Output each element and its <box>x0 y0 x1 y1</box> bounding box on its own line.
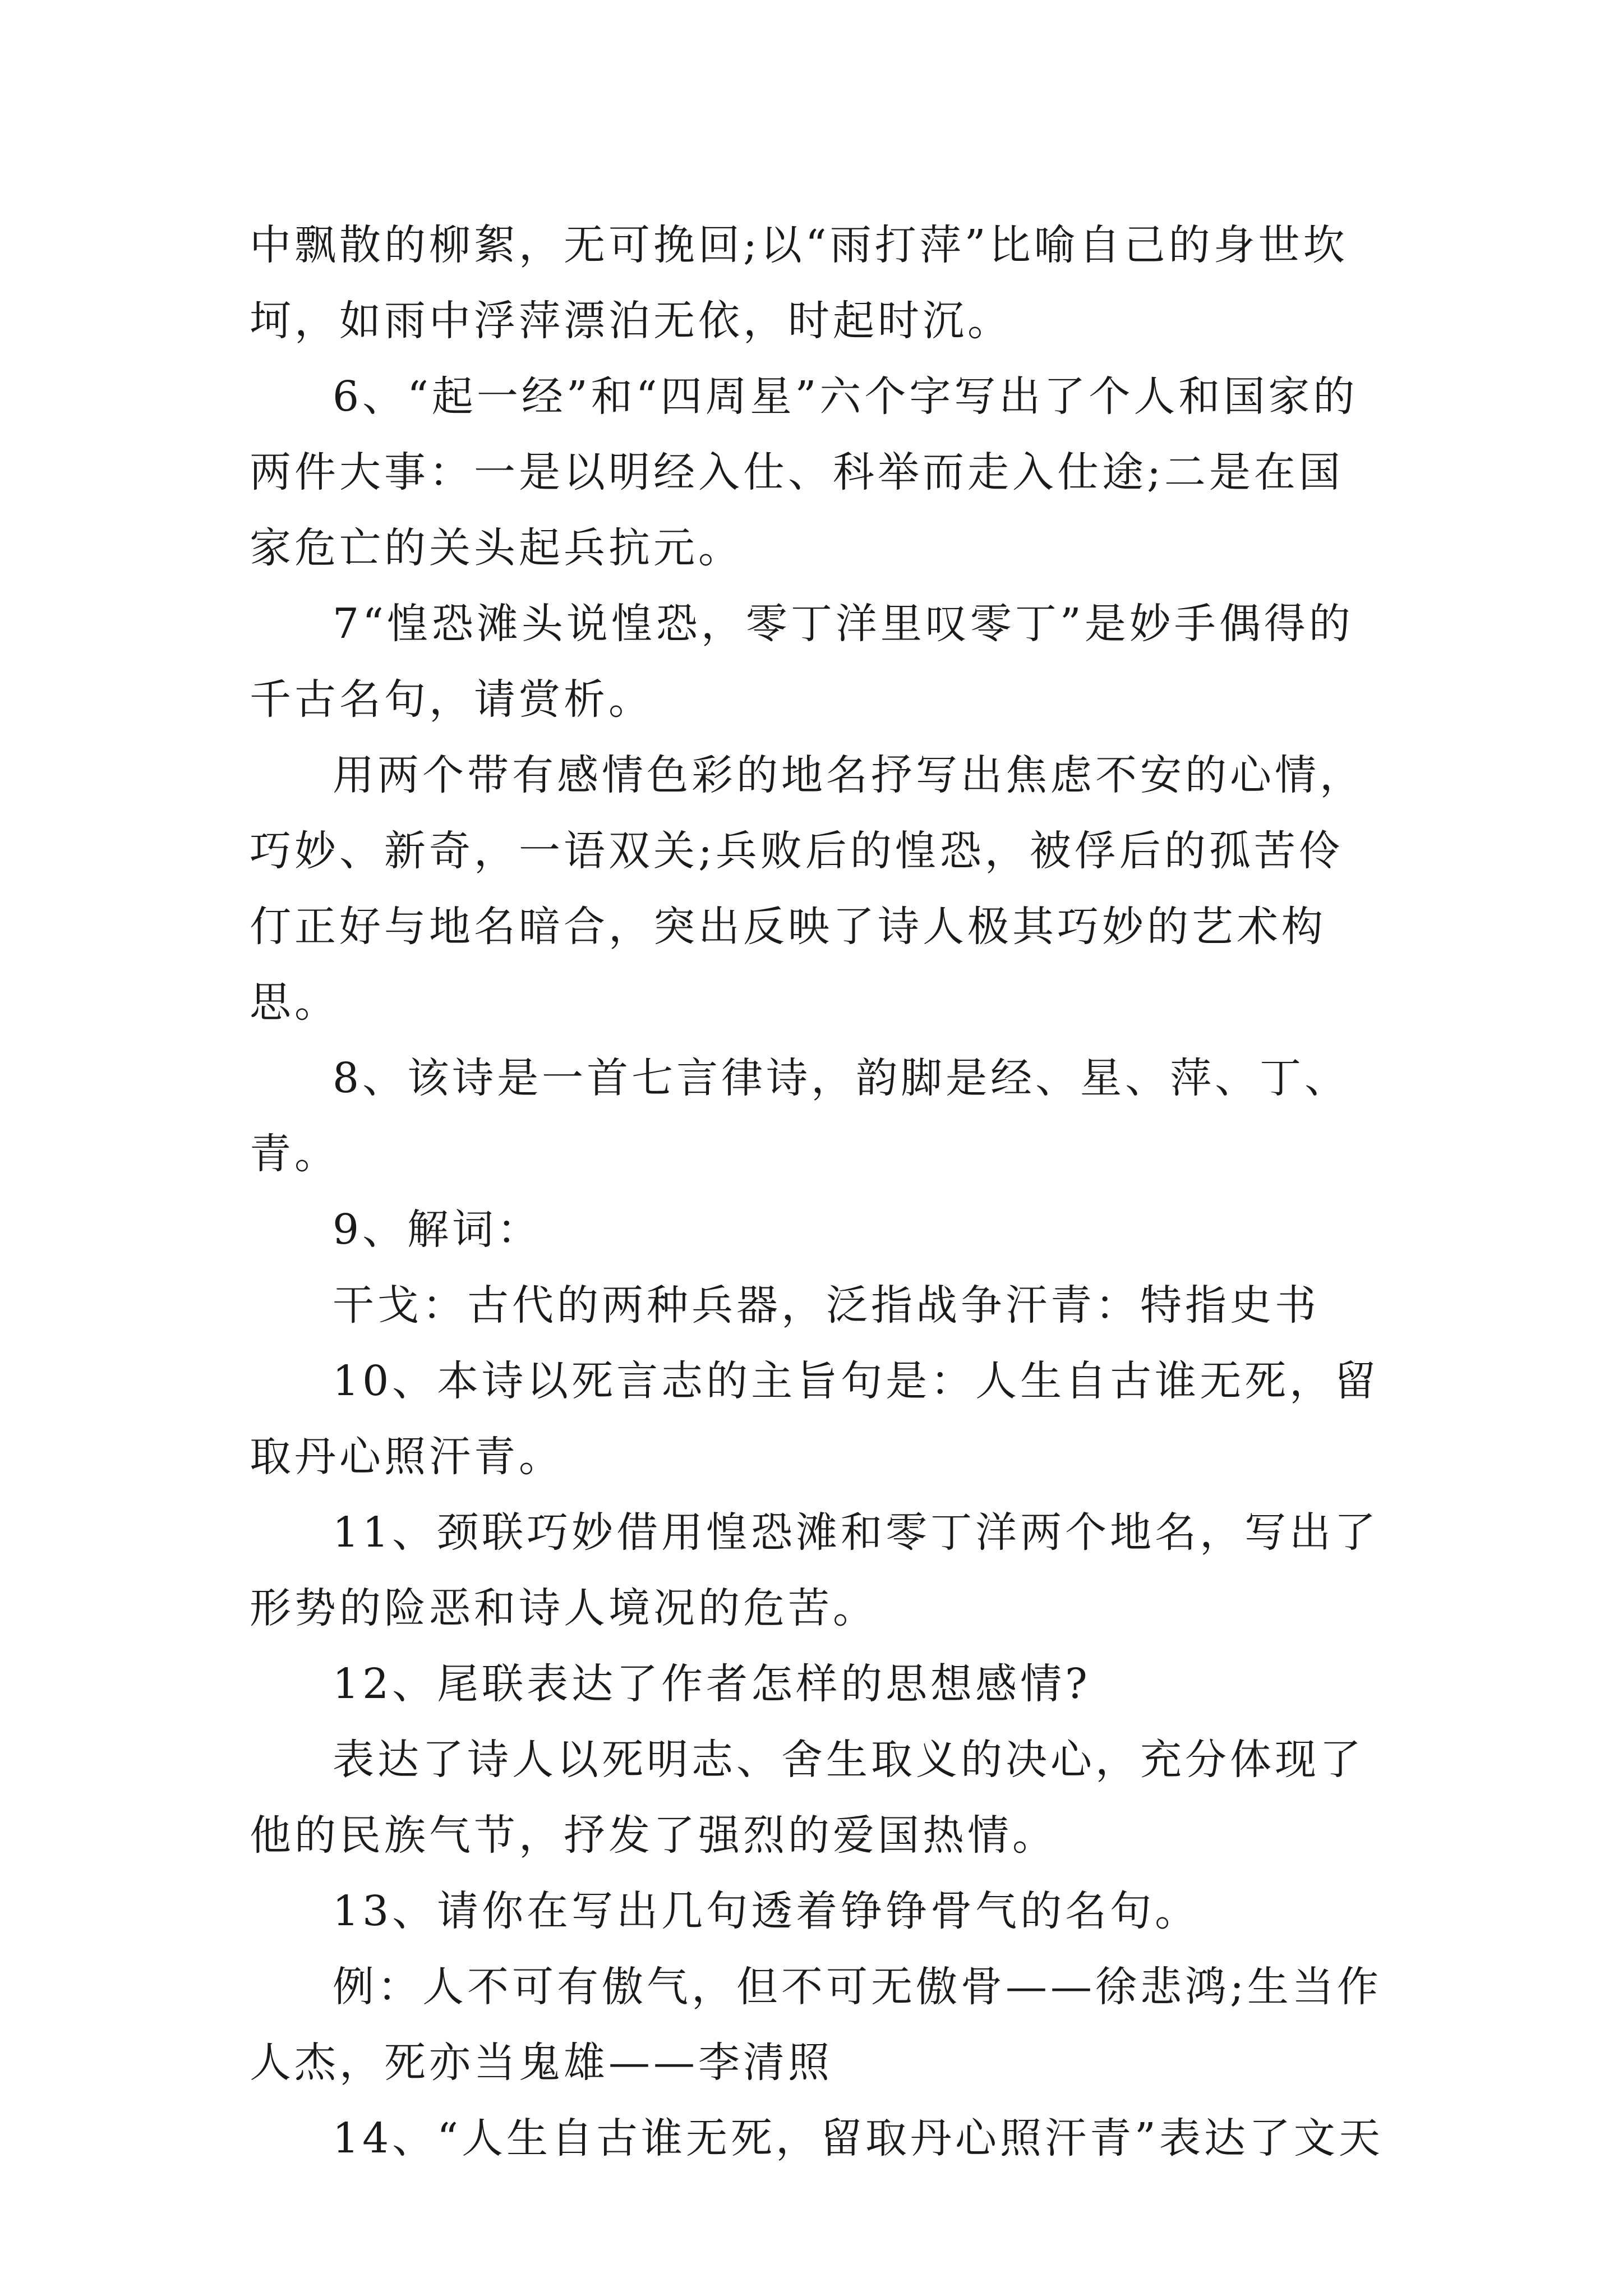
paragraph: 12、尾联表达了作者怎样的思想感情? <box>333 1660 1091 1708</box>
paragraph: 14、“人生自古谁无死，留取丹心照汗青”表达了文天 <box>333 2114 1384 2162</box>
paragraph: 9、解词： <box>333 1205 542 1254</box>
paragraph: 13、请你在写出几句透着铮铮骨气的名句。 <box>333 1887 1200 1935</box>
paragraph: 例：人不可有傲气，但不可无傲骨——徐悲鸿;生当作人杰，死亦当鬼雄——李清照 <box>250 1963 1382 2087</box>
paragraph: 10、本诗以死言志的主旨句是：人生自古谁无死，留取丹心照汗青。 <box>250 1357 1380 1481</box>
paragraph: 11、颈联巧妙借用惶恐滩和零丁洋两个地名，写出了形势的险恶和诗人境况的危苦。 <box>250 1508 1380 1632</box>
paragraph: 7“惶恐滩头说惶恐，零丁洋里叹零丁”是妙手偶得的千古名句，请赏析。 <box>250 600 1354 724</box>
paragraph: 8、该诗是一首七言律诗，韵脚是经、星、萍、丁、青。 <box>250 1054 1350 1178</box>
paragraph: 用两个带有感情色彩的地名抒写出焦虑不安的心情，巧妙、新奇，一语双关;兵败后的惶恐，被俘后的孤苦伶仃正好与地名暗合，突出反映了诗人极其巧妙的艺术构思。 <box>250 751 1364 1027</box>
document-body <box>250 208 1388 2177</box>
paragraph: 表达了诗人以死明志、舍生取义的决心，充分体现了他的民族气节，抒发了强烈的爱国热情。 <box>250 1736 1364 1860</box>
paragraph: 6、“起一经”和“四周星”六个字写出了个人和国家的两件大事：一是以明经入仕、科举而走入仕途;二是在国家危亡的关头起兵抗元。 <box>250 372 1358 572</box>
paragraph: 干戈：古代的两种兵器，泛指战争汗青：特指史书 <box>333 1281 1320 1329</box>
paragraph: 中飘散的柳絮，无可挽回;以“雨打萍”比喻自己的身世坎坷，如雨中浮萍漂泊无依，时起时沉。 <box>250 221 1348 345</box>
